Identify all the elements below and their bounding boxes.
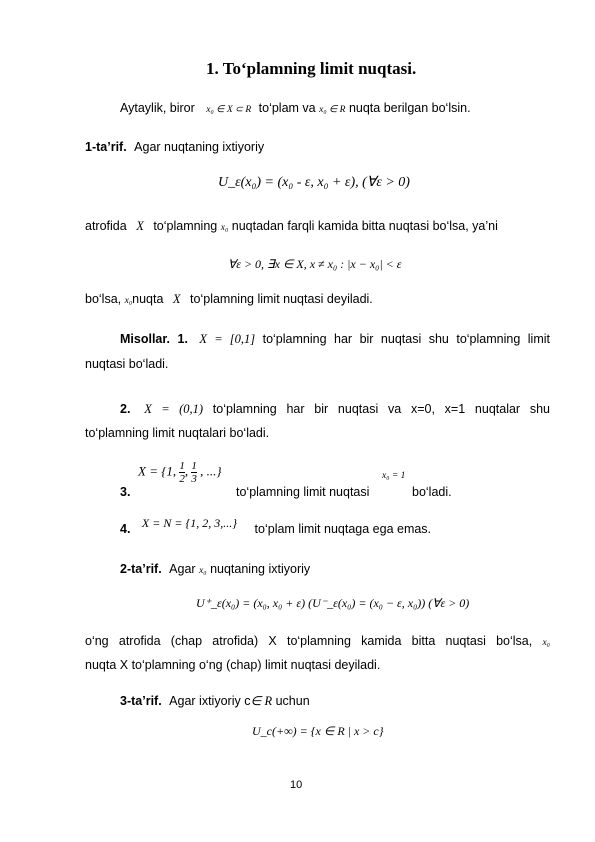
formula-harmonic-set-start: X = {1, [138,463,180,479]
def2-text: nuqtaning ixtiyoriy [210,562,311,576]
intro-text-3: nuqta berilgan bo‘lsin. [348,101,471,115]
point-x0: x₀ [220,223,229,233]
example1-text: to‘plamning har bir nuqtasi shu to‘plamning limit [262,332,550,346]
fraction-numerator: 1 [179,460,185,472]
fraction-denominator: 2 [179,473,185,485]
section-title: 1. To‘plamning limit nuqtasi. [206,59,417,78]
def1-text-bolsa: bo‘lsa, [85,292,122,306]
example4-line [120,516,432,537]
def2-line [120,562,310,576]
def1-line [85,140,264,154]
formula-closed-interval: X = [0,1] [199,332,256,346]
point-x0: x₀ [542,638,550,648]
def1-text: Agar nuqtaning ixtiyoriy [134,140,265,154]
formula-limit-condition: ∀ε > 0, ∃x ∈ X, x ≠ x₀ : |x − x₀| < ε [228,257,402,271]
def1-text-conclusion: to‘plamning limit nuqtasi deyiladi. [190,292,373,306]
example3-text: to‘plamning limit nuqtasi [236,485,370,499]
def1-line3 [85,292,373,307]
example3-number: 3. [120,485,131,499]
formula-natural-numbers: X = N = {1, 2, 3,...} [141,516,238,530]
fraction-denominator: 3 [191,473,197,485]
formula-x0-in-X-subset-R: x₀ ∈ X ⊂ R [206,105,252,115]
formula-neighborhood-infinity: U_c(+∞) = {x ∈ R | x > c} [252,724,384,738]
examples-label: Misollar. 1. [120,332,188,346]
intro-text-1: Aytaylik, biror [120,101,195,115]
def2-line2 [85,634,550,648]
def2-text-agar: Agar [169,562,196,576]
point-x0: x₀ [199,566,207,576]
example1-text2: nuqtasi bo‘ladi. [85,357,169,371]
def1-text-nuqta: nuqta [132,292,164,306]
def2-text-line2: o‘ng atrofida (chap atrofida) X to‘plamning kamida bitta nuqtasi bo‘lsa, [85,634,533,648]
def2-line3: nuqta X to‘plamning o‘ng (chap) limit nuqtasi deyiladi. [85,658,381,672]
intro-line [120,101,471,115]
example3-text2: bo‘ladi. [412,485,452,499]
formula-harmonic-set: X = {1, $\frac{1}{2}$ , $\frac{1}{3}$ , ...} [138,460,222,485]
formula-harmonic-set-end: , ...} [200,463,222,479]
example2-text: to‘plamning har bir nuqtasi va x=0, x=1 nuqtalar shu [212,402,550,416]
formula-in-R: ∈ R [250,694,273,708]
formula-one-sided-neighborhoods: U⁺_ε(x₀) = (x₀, x₀ + ε) (U⁻_ε(x₀) = (x₀ − ε, x₀)) (∀ε > 0) [196,596,470,610]
def2-label: 2-ta’rif. [120,562,162,576]
fraction-one-half [179,460,185,485]
formula-neighborhood: U_ε(x₀) = (x₀ - ε, x₀ + ε), (∀ε > 0) [218,175,410,190]
example2-text2: to‘plamning limit nuqtalari bo‘ladi. [85,426,270,440]
example4-text: to‘plam limit nuqtaga ega emas. [254,522,432,536]
formula-x0-in-R: x₀ ∈ R [319,105,346,115]
def3-text-b: uchun [275,694,310,708]
def3-label: 3-ta’rif. [120,694,162,708]
fraction-one-third [191,460,197,485]
example1-line [120,332,550,347]
formula-x0-equals-1: x₀ = 1 [382,471,406,481]
example4-number: 4. [120,522,131,536]
page-number: 10 [290,779,303,791]
set-X: X [172,292,181,306]
def1-text-atrofida: atrofida [85,219,127,233]
example2-line [120,402,550,417]
def1-text-toplamning: to‘plamning [153,219,218,233]
def1-line2 [85,219,498,234]
intro-text-2: to‘plam va [258,101,316,115]
formula-open-interval: X = (0,1) [144,402,204,416]
point-x0: x₀ [124,296,133,306]
example2-number: 2. [120,402,131,416]
def3-text-a: Agar ixtiyoriy c [169,694,251,708]
def1-text-rest: nuqtadan farqli kamida bitta nuqtasi bo‘lsa, ya’ni [231,219,498,233]
def1-label: 1-ta’rif. [85,140,127,154]
def3-line [120,693,310,709]
set-X: X [136,219,144,233]
fraction-numerator: 1 [191,460,197,472]
